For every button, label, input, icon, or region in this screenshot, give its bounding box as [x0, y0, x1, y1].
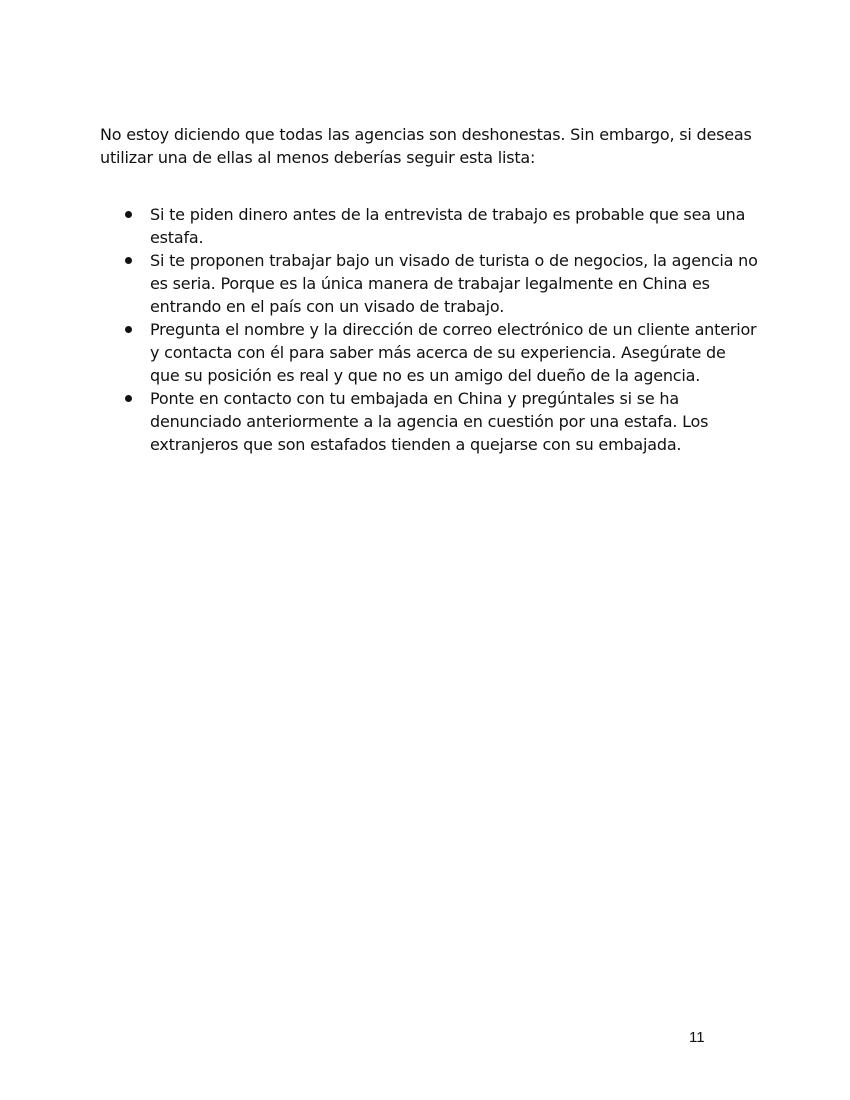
bullet-icon — [125, 211, 132, 218]
list-item — [150, 203, 760, 249]
bullet-icon — [125, 257, 132, 264]
list-item — [150, 387, 760, 456]
list-item-text: Ponte en contacto con tu embajada en China y pregúntales si se ha denunciado anteriormente a la agencia en cuestión por una estafa. Los extranjeros que son estafados tienden a quejarse con su embajada. — [150, 389, 709, 454]
intro-paragraph: No estoy diciendo que todas las agencias son deshonestas. Sin embargo, si deseas utilizar una de ellas al menos deberías seguir esta lista: — [100, 125, 752, 167]
list-item-text: Si te proponen trabajar bajo un visado de turista o de negocios, la agencia no es seria. Porque es la única manera de trabajar legalmente en China es entrando en el país con un visado de trabajo. — [150, 251, 758, 316]
list-item — [150, 318, 760, 387]
list-item-text: Si te piden dinero antes de la entrevista de trabajo es probable que sea una estafa. — [150, 205, 746, 247]
bullet-icon — [125, 395, 132, 402]
bullet-icon — [125, 326, 132, 333]
list-item — [150, 249, 760, 318]
bullet-list — [150, 203, 760, 456]
page-number: 11 — [689, 1029, 705, 1046]
list-item-text: Pregunta el nombre y la dirección de correo electrónico de un cliente anterior y contacta con él para saber más acerca de su experiencia. Asegúrate de que su posición es real y que no es un amigo del dueño de la agencia. — [150, 320, 757, 385]
